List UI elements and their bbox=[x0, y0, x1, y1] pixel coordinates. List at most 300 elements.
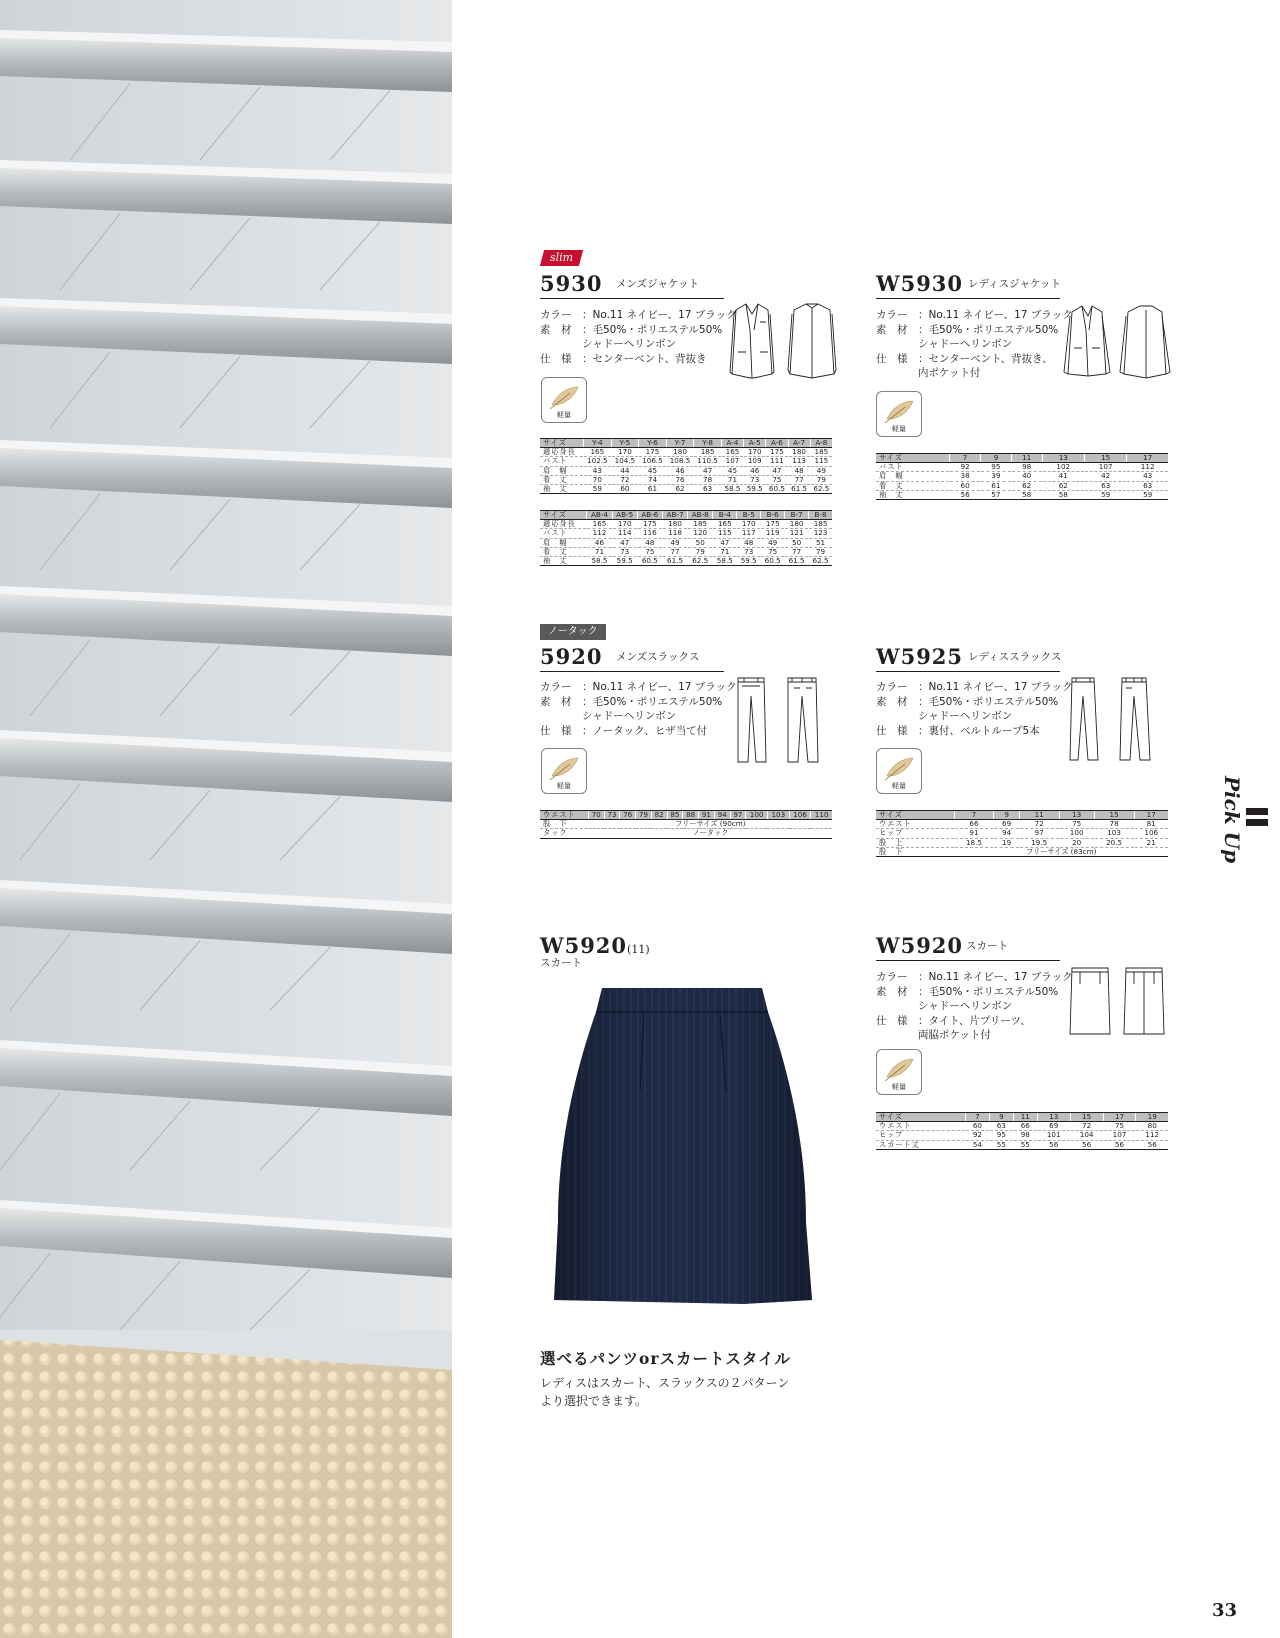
spec-value: ：ノータック、ヒザ当て付 bbox=[582, 724, 708, 737]
spec-line bbox=[540, 308, 737, 323]
table-cell: 114 bbox=[612, 529, 637, 538]
table-cell: 165 bbox=[584, 448, 612, 457]
table-cell: 79 bbox=[636, 811, 652, 820]
spec-key: 素 材 bbox=[876, 695, 908, 708]
table-cell: A-6 bbox=[766, 439, 788, 448]
table-cell: 13 bbox=[1042, 454, 1084, 463]
table-cell: 57 bbox=[980, 490, 1011, 499]
table-cell: 56 bbox=[1103, 1140, 1136, 1149]
spec-line bbox=[876, 680, 1073, 695]
table-cell: ウエスト bbox=[876, 1122, 965, 1131]
table-cell: 58 bbox=[1042, 490, 1084, 499]
table-cell: サイズ bbox=[876, 811, 954, 820]
table-cell: 17 bbox=[1127, 454, 1168, 463]
table-cell: A-5 bbox=[744, 439, 766, 448]
table-cell: 120 bbox=[688, 529, 713, 538]
table-cell: 92 bbox=[965, 1131, 989, 1140]
spec-line bbox=[540, 695, 737, 710]
table-cell: 69 bbox=[1037, 1122, 1070, 1131]
table-cell: 48 bbox=[788, 466, 810, 475]
table-cell: 109 bbox=[744, 457, 766, 466]
table-cell: 112 bbox=[587, 529, 612, 538]
table-cell: 18.5 bbox=[954, 838, 994, 847]
spec-line bbox=[540, 724, 737, 739]
table-cell: 20.5 bbox=[1094, 838, 1134, 847]
table-cell: 44 bbox=[611, 466, 639, 475]
table-row bbox=[876, 1131, 1168, 1140]
table-cell: A-4 bbox=[721, 439, 743, 448]
spec-line bbox=[876, 337, 1073, 352]
spec-line bbox=[876, 985, 1073, 1000]
spec-value: シャドーヘリンボン bbox=[918, 1000, 1013, 1012]
table-cell: AB-6 bbox=[637, 511, 662, 520]
table-cell: 175 bbox=[637, 520, 662, 529]
table-cell: サイズ bbox=[540, 511, 587, 520]
product-code: W5920 bbox=[876, 933, 964, 958]
table-cell: 肩 幅 bbox=[876, 472, 950, 481]
table-row bbox=[540, 520, 832, 529]
spec-line bbox=[540, 709, 737, 724]
table-cell: 106 bbox=[1134, 829, 1168, 838]
table-cell: 104.5 bbox=[611, 457, 639, 466]
table-row bbox=[876, 1140, 1168, 1149]
table-cell: 59.5 bbox=[737, 557, 761, 566]
spec-value: ：No.11 ネイビー、17 ブラック bbox=[582, 681, 737, 693]
table-cell: 59.5 bbox=[744, 485, 766, 494]
table-cell: 107 bbox=[1103, 1131, 1136, 1140]
table-cell: 59 bbox=[1127, 490, 1168, 499]
ladies-slacks-sketch bbox=[1068, 676, 1168, 766]
table-cell: 60 bbox=[965, 1122, 989, 1131]
table-header-row bbox=[540, 511, 832, 520]
table-cell: 54 bbox=[965, 1140, 989, 1149]
table-cell: 180 bbox=[662, 520, 687, 529]
table-cell: 80 bbox=[1136, 1122, 1168, 1131]
table-cell: 63 bbox=[1084, 481, 1126, 490]
spec-line bbox=[876, 366, 1073, 381]
table-cell: 106.5 bbox=[639, 457, 667, 466]
table-cell: 15 bbox=[1094, 811, 1134, 820]
table-cell: 95 bbox=[980, 463, 1011, 472]
table-cell: 116 bbox=[637, 529, 662, 538]
divider bbox=[540, 298, 724, 299]
table-cell: 40 bbox=[1011, 472, 1042, 481]
table-cell: 71 bbox=[721, 475, 743, 484]
table-cell: 適応身長 bbox=[540, 448, 584, 457]
table-cell: 115 bbox=[810, 457, 832, 466]
spec-key: カラー bbox=[540, 309, 572, 321]
table-cell: AB-5 bbox=[612, 511, 637, 520]
table-row bbox=[540, 475, 832, 484]
product-name: スカート bbox=[540, 957, 582, 969]
table-cell: 59 bbox=[584, 485, 612, 494]
table-cell: 94 bbox=[994, 829, 1019, 838]
table-row bbox=[876, 472, 1168, 481]
table-cell: B-5 bbox=[737, 511, 761, 520]
table-cell: 97 bbox=[730, 811, 746, 820]
lightweight-feather-icon: 軽量 bbox=[541, 748, 587, 794]
table-cell: 股 下 bbox=[540, 820, 588, 829]
spec-value: ：毛50%・ポリエステル50% bbox=[582, 323, 723, 336]
product-spec bbox=[876, 680, 1073, 738]
spec-value: 内ポケット付 bbox=[918, 367, 981, 379]
table-cell: 11 bbox=[1019, 811, 1059, 820]
table-cell: 69 bbox=[994, 820, 1019, 829]
table-cell: タック bbox=[540, 829, 588, 838]
table-row bbox=[876, 490, 1168, 499]
table-cell: 74 bbox=[639, 475, 667, 484]
table-cell: 102 bbox=[1042, 463, 1084, 472]
table-cell: 袖 丈 bbox=[876, 490, 950, 499]
table-cell: B-7 bbox=[785, 511, 809, 520]
table-cell: 着 丈 bbox=[540, 475, 584, 484]
table-row bbox=[540, 820, 832, 829]
table-cell: 61.5 bbox=[785, 557, 809, 566]
product-code: W5920(11) bbox=[540, 933, 650, 958]
table-cell: 袖 丈 bbox=[540, 485, 584, 494]
size-table bbox=[876, 1112, 1168, 1150]
spec-line bbox=[876, 709, 1073, 724]
product-code: W5925 bbox=[876, 644, 964, 669]
table-cell: AB-4 bbox=[587, 511, 612, 520]
spec-line bbox=[876, 352, 1073, 367]
table-cell: 62 bbox=[1011, 481, 1042, 490]
table-cell: 股 下 bbox=[876, 847, 954, 856]
table-cell: 11 bbox=[1011, 454, 1042, 463]
table-cell: 58.5 bbox=[587, 557, 612, 566]
table-cell: 62.5 bbox=[688, 557, 713, 566]
table-cell: 118 bbox=[662, 529, 687, 538]
no-tuck-badge: ノータック bbox=[540, 624, 606, 640]
table-cell: 股 上 bbox=[876, 838, 954, 847]
product-name: レディスジャケット bbox=[968, 278, 1061, 290]
table-cell: 48 bbox=[637, 538, 662, 547]
table-cell: 175 bbox=[639, 448, 667, 457]
size-table bbox=[540, 438, 832, 494]
table-cell: 123 bbox=[809, 529, 832, 538]
pick-up-label: Pick Up bbox=[1220, 776, 1244, 864]
spec-line bbox=[876, 1028, 1073, 1043]
table-row bbox=[876, 847, 1168, 856]
table-cell: 7 bbox=[950, 454, 981, 463]
table-cell: 66 bbox=[954, 820, 994, 829]
spec-key: カラー bbox=[876, 681, 908, 693]
table-cell: 61.5 bbox=[662, 557, 687, 566]
table-cell: 77 bbox=[788, 475, 810, 484]
spec-value: ：毛50%・ポリエステル50% bbox=[918, 695, 1059, 708]
table-cell: 121 bbox=[785, 529, 809, 538]
table-cell: 58 bbox=[1011, 490, 1042, 499]
table-row bbox=[876, 820, 1168, 829]
table-cell: 58.5 bbox=[721, 485, 743, 494]
table-cell: 165 bbox=[713, 520, 737, 529]
slim-badge: slim bbox=[540, 250, 583, 266]
table-cell: 91 bbox=[954, 829, 994, 838]
table-cell: 15 bbox=[1070, 1113, 1103, 1122]
table-cell: 103 bbox=[1094, 829, 1134, 838]
spec-key: 仕 様 bbox=[876, 724, 908, 737]
table-cell: 20 bbox=[1059, 838, 1094, 847]
table-cell: 61 bbox=[639, 485, 667, 494]
lightweight-feather-icon: 軽量 bbox=[876, 1049, 922, 1095]
table-cell: 76 bbox=[620, 811, 636, 820]
table-cell: 45 bbox=[639, 466, 667, 475]
spec-value: ：毛50%・ポリエステル50% bbox=[918, 985, 1059, 998]
spec-key: 素 材 bbox=[876, 323, 908, 336]
ladies-jacket-sketch bbox=[1062, 302, 1172, 382]
table-cell: 88 bbox=[683, 811, 699, 820]
table-cell: Y-8 bbox=[694, 439, 722, 448]
table-cell: 170 bbox=[612, 520, 637, 529]
table-cell: 165 bbox=[721, 448, 743, 457]
lightweight-feather-icon: 軽量 bbox=[541, 377, 587, 423]
table-cell: 77 bbox=[785, 547, 809, 556]
table-cell: 58.5 bbox=[713, 557, 737, 566]
table-cell: 50 bbox=[785, 538, 809, 547]
table-cell: 185 bbox=[694, 448, 722, 457]
table-cell: 73 bbox=[612, 547, 637, 556]
spec-value: ：毛50%・ポリエステル50% bbox=[918, 323, 1059, 336]
spec-key: 仕 様 bbox=[540, 352, 572, 365]
table-cell: 63 bbox=[989, 1122, 1013, 1131]
table-cell: 112 bbox=[1127, 463, 1168, 472]
table-cell: 73 bbox=[604, 811, 620, 820]
table-cell: 98 bbox=[1013, 1131, 1037, 1140]
table-cell: 72 bbox=[1019, 820, 1059, 829]
table-cell: 43 bbox=[584, 466, 612, 475]
table-cell: 95 bbox=[989, 1131, 1013, 1140]
divider bbox=[876, 671, 1060, 672]
table-cell: バスト bbox=[540, 457, 584, 466]
spec-line bbox=[540, 323, 737, 338]
spec-value: ：No.11 ネイビー、17 ブラック bbox=[918, 309, 1073, 321]
table-cell: Y-7 bbox=[666, 439, 694, 448]
table-cell: 75 bbox=[1059, 820, 1094, 829]
table-cell: バスト bbox=[540, 529, 587, 538]
table-cell: 73 bbox=[744, 475, 766, 484]
spec-value: シャドーヘリンボン bbox=[582, 710, 677, 722]
table-cell: 78 bbox=[694, 475, 722, 484]
table-cell: 38 bbox=[950, 472, 981, 481]
table-cell: 47 bbox=[713, 538, 737, 547]
table-cell: 袖 丈 bbox=[540, 557, 587, 566]
table-cell: 46 bbox=[587, 538, 612, 547]
jacket-front-back-sketch bbox=[728, 300, 838, 382]
table-cell: B-8 bbox=[809, 511, 832, 520]
table-cell: 47 bbox=[612, 538, 637, 547]
divider bbox=[876, 960, 1060, 961]
table-cell: Y-6 bbox=[639, 439, 667, 448]
table-cell: AB-8 bbox=[688, 511, 713, 520]
spec-line bbox=[876, 695, 1073, 710]
table-cell: 94 bbox=[714, 811, 730, 820]
spec-line bbox=[876, 1014, 1073, 1029]
spec-line bbox=[876, 999, 1073, 1014]
product-spec bbox=[540, 308, 737, 366]
table-cell: 92 bbox=[950, 463, 981, 472]
table-cell: 82 bbox=[651, 811, 667, 820]
table-cell: 肩 幅 bbox=[540, 466, 584, 475]
spec-key: 仕 様 bbox=[540, 724, 572, 737]
spec-value: ：No.11 ネイビー、17 ブラック bbox=[582, 309, 737, 321]
spec-value: シャドーヘリンボン bbox=[918, 338, 1013, 350]
table-cell: 51 bbox=[809, 538, 832, 547]
spec-value: ：センターベント、背抜き、 bbox=[918, 352, 1053, 365]
table-cell: B-6 bbox=[761, 511, 785, 520]
table-cell: 39 bbox=[980, 472, 1011, 481]
size-table bbox=[540, 510, 832, 566]
table-cell: 60 bbox=[950, 481, 981, 490]
table-cell: 50 bbox=[688, 538, 713, 547]
spec-line bbox=[540, 337, 737, 352]
table-cell: 9 bbox=[994, 811, 1019, 820]
table-cell: A-7 bbox=[788, 439, 810, 448]
table-cell: 185 bbox=[809, 520, 832, 529]
table-cell: 49 bbox=[761, 538, 785, 547]
table-cell: ウエスト bbox=[876, 820, 954, 829]
table-cell: 115 bbox=[713, 529, 737, 538]
table-cell: 91 bbox=[699, 811, 715, 820]
table-cell: 55 bbox=[989, 1140, 1013, 1149]
table-cell: 180 bbox=[788, 448, 810, 457]
table-cell: 着 丈 bbox=[876, 481, 950, 490]
table-cell: 47 bbox=[694, 466, 722, 475]
product-name: レディススラックス bbox=[968, 651, 1062, 663]
table-cell: 72 bbox=[1070, 1122, 1103, 1131]
table-cell: 46 bbox=[744, 466, 766, 475]
table-cell: 43 bbox=[1127, 472, 1168, 481]
table-cell: 62 bbox=[666, 485, 694, 494]
table-cell: B-4 bbox=[713, 511, 737, 520]
size-table bbox=[876, 810, 1168, 857]
spec-key: カラー bbox=[876, 971, 908, 983]
table-cell: AB-7 bbox=[662, 511, 687, 520]
table-cell: 41 bbox=[1042, 472, 1084, 481]
spec-line bbox=[540, 352, 737, 367]
table-cell: サイズ bbox=[876, 454, 950, 463]
table-cell: 75 bbox=[766, 475, 788, 484]
table-cell: 79 bbox=[809, 547, 832, 556]
table-cell: 63 bbox=[694, 485, 722, 494]
spec-line bbox=[876, 323, 1073, 338]
table-cell: ノータック bbox=[588, 829, 832, 838]
table-cell: 79 bbox=[688, 547, 713, 556]
table-cell: 106 bbox=[789, 811, 811, 820]
table-cell: フリーサイズ (83cm) bbox=[954, 847, 1168, 856]
spec-value: ：No.11 ネイビー、17 ブラック bbox=[918, 681, 1073, 693]
table-cell: 56 bbox=[1070, 1140, 1103, 1149]
product-spec bbox=[876, 970, 1073, 1043]
table-cell: 100 bbox=[1059, 829, 1094, 838]
table-cell: 肩 幅 bbox=[540, 538, 587, 547]
table-cell: 85 bbox=[667, 811, 683, 820]
feature-description: レディスはスカート、スラックスの２パターン より選択できます。 bbox=[540, 1376, 790, 1408]
table-cell: 42 bbox=[1084, 472, 1126, 481]
table-cell: 62 bbox=[1042, 481, 1084, 490]
table-cell: 119 bbox=[761, 529, 785, 538]
divider bbox=[540, 671, 724, 672]
table-cell: 71 bbox=[713, 547, 737, 556]
skirt-sketch bbox=[1068, 966, 1172, 1038]
table-cell: 112 bbox=[1136, 1131, 1168, 1140]
table-cell: 63 bbox=[1127, 481, 1168, 490]
table-cell: 180 bbox=[785, 520, 809, 529]
lightweight-feather-icon: 軽量 bbox=[876, 748, 922, 794]
table-cell: 102.5 bbox=[584, 457, 612, 466]
table-cell: 100 bbox=[746, 811, 768, 820]
section-bars bbox=[1246, 808, 1268, 832]
table-cell: 56 bbox=[1136, 1140, 1168, 1149]
table-row bbox=[540, 457, 832, 466]
table-cell: 101 bbox=[1037, 1131, 1070, 1140]
table-cell: 110 bbox=[811, 811, 832, 820]
table-cell: 117 bbox=[737, 529, 761, 538]
table-cell: 111 bbox=[766, 457, 788, 466]
table-cell: ヒップ bbox=[876, 1131, 965, 1140]
table-cell: 60.5 bbox=[761, 557, 785, 566]
table-cell: 61.5 bbox=[788, 485, 810, 494]
table-cell: 19 bbox=[994, 838, 1019, 847]
table-cell: フリーサイズ (90cm) bbox=[588, 820, 832, 829]
spec-key: カラー bbox=[540, 681, 572, 693]
spec-line bbox=[876, 724, 1073, 739]
table-cell: 79 bbox=[810, 475, 832, 484]
feature-headline: 選べるパンツorスカートスタイル bbox=[540, 1349, 792, 1368]
spec-key: 素 材 bbox=[876, 985, 908, 998]
table-cell: Y-4 bbox=[584, 439, 612, 448]
product-spec bbox=[540, 680, 737, 738]
spec-value: シャドーヘリンボン bbox=[582, 338, 677, 350]
table-cell: 73 bbox=[737, 547, 761, 556]
table-cell: 70 bbox=[588, 811, 604, 820]
table-row bbox=[876, 481, 1168, 490]
table-cell: 62.5 bbox=[809, 557, 832, 566]
table-cell: スカート丈 bbox=[876, 1140, 965, 1149]
table-cell: 56 bbox=[950, 490, 981, 499]
lightweight-feather-icon: 軽量 bbox=[876, 391, 922, 437]
table-cell: 70 bbox=[584, 475, 612, 484]
table-cell: 170 bbox=[737, 520, 761, 529]
table-cell: 113 bbox=[788, 457, 810, 466]
table-cell: 21 bbox=[1134, 838, 1168, 847]
table-cell: 45 bbox=[721, 466, 743, 475]
table-cell: サイズ bbox=[540, 439, 584, 448]
table-cell: 66 bbox=[1013, 1122, 1037, 1131]
table-cell: 104 bbox=[1070, 1131, 1103, 1140]
divider bbox=[876, 298, 1060, 299]
table-cell: ウエスト bbox=[540, 811, 588, 820]
skirt-photo bbox=[544, 982, 820, 1306]
spec-line bbox=[876, 308, 1073, 323]
table-cell: 71 bbox=[587, 547, 612, 556]
table-cell: 17 bbox=[1134, 811, 1168, 820]
table-cell: 19.5 bbox=[1019, 838, 1059, 847]
table-row bbox=[540, 538, 832, 547]
table-cell: 11 bbox=[1013, 1113, 1037, 1122]
table-cell: 9 bbox=[989, 1113, 1013, 1122]
spec-key: 素 材 bbox=[540, 695, 572, 708]
spec-key: 仕 様 bbox=[876, 352, 908, 365]
table-cell: 60 bbox=[611, 485, 639, 494]
table-cell: 56 bbox=[1037, 1140, 1070, 1149]
table-cell: 170 bbox=[744, 448, 766, 457]
spec-value: ：No.11 ネイビー、17 ブラック bbox=[918, 971, 1073, 983]
table-cell: 7 bbox=[954, 811, 994, 820]
size-table bbox=[876, 453, 1168, 500]
table-cell: 103 bbox=[767, 811, 789, 820]
table-cell: 75 bbox=[1103, 1122, 1136, 1131]
table-cell: 110.5 bbox=[694, 457, 722, 466]
